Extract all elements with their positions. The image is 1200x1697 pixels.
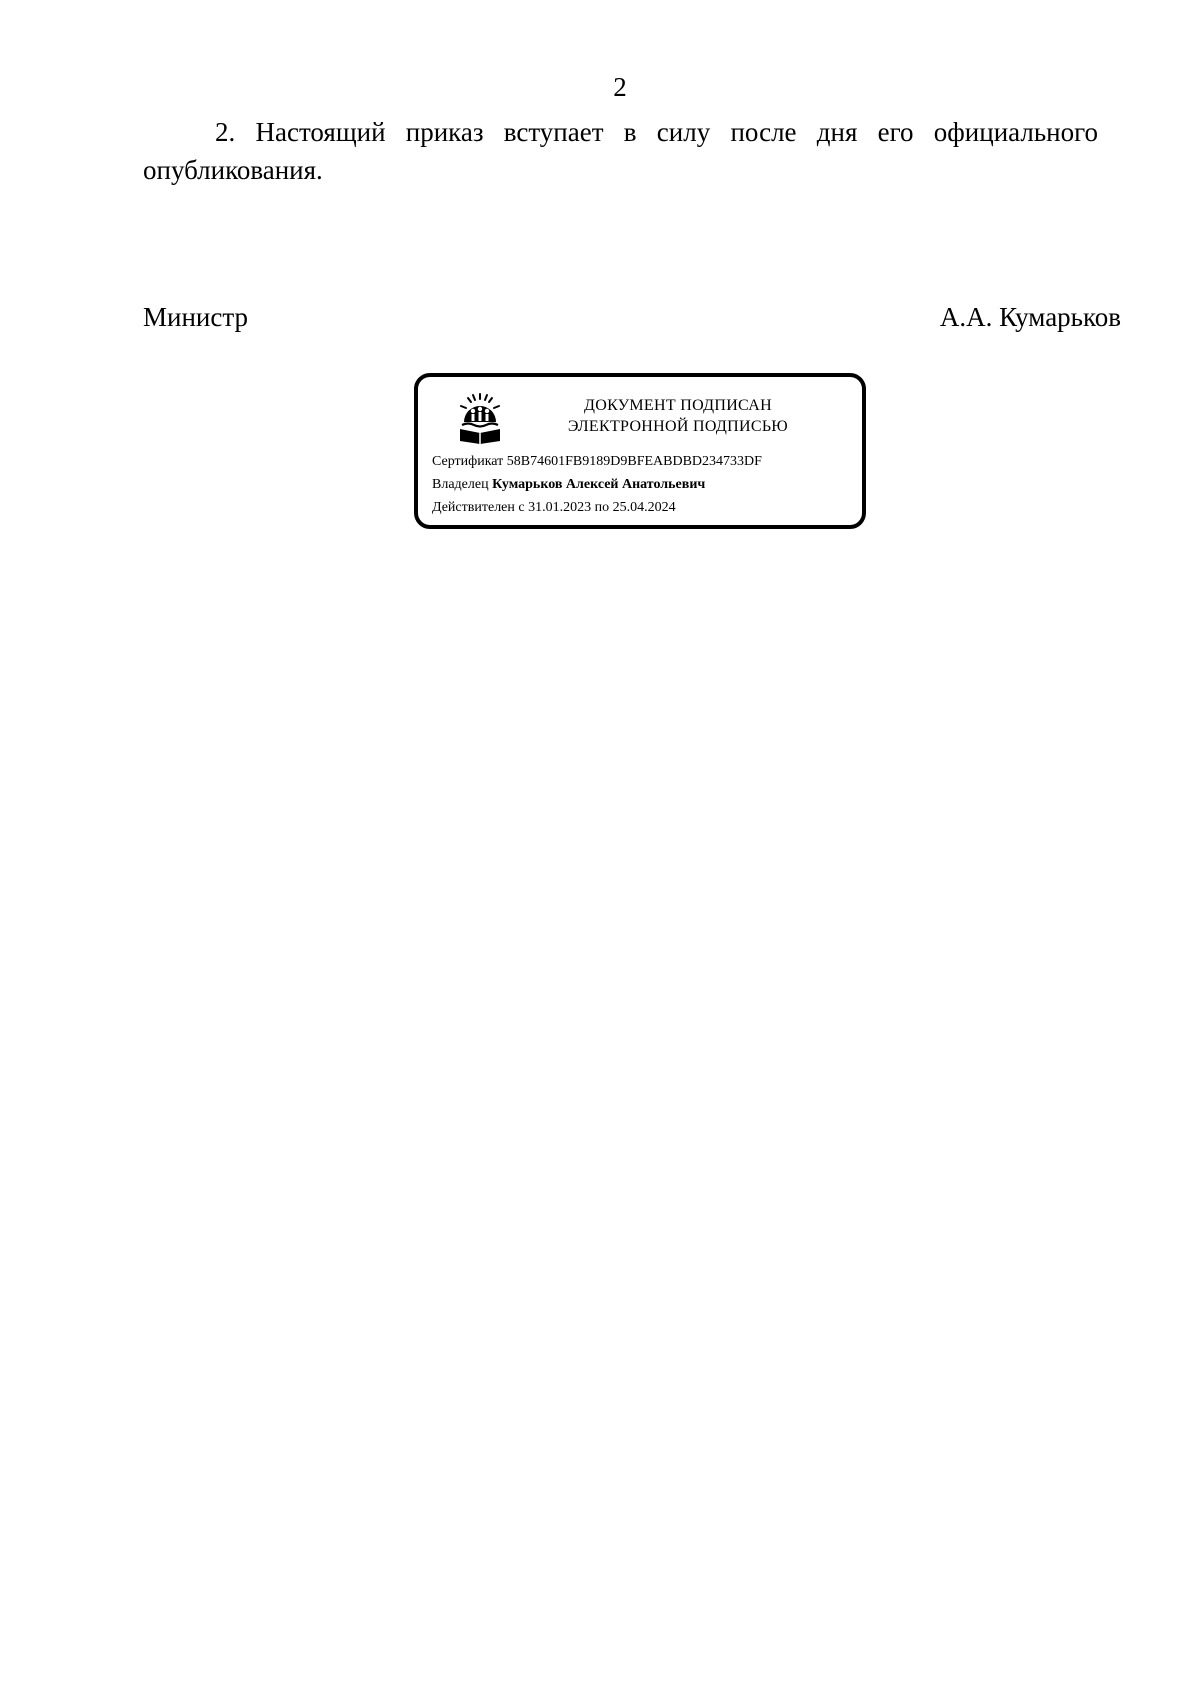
stamp-title-line-2: ЭЛЕКТРОННОЙ ПОДПИСЬЮ [567, 418, 789, 435]
valid-to-label: по [594, 500, 610, 515]
certificate-label: Сертификат [432, 454, 504, 469]
signature-row [143, 302, 1121, 333]
electronic-signature-stamp [414, 373, 866, 529]
certificate-value: 58B74601FB9189D9BFEABDBD234733DF [506, 454, 762, 469]
valid-to: 25.04.2024 [612, 500, 676, 515]
valid-from: 31.01.2023 [528, 500, 592, 515]
valid-label: Действителен с [432, 500, 525, 515]
stamp-owner [432, 477, 705, 493]
owner-label: Владелец [432, 477, 489, 492]
stamp-title [528, 395, 828, 437]
body-paragraph: 2. Настоящий приказ вступает в силу после дня его официального опубликования. [143, 117, 1098, 185]
regional-emblem-icon [456, 392, 504, 444]
page-number: 2 [613, 72, 627, 102]
stamp-validity [432, 500, 676, 516]
signatory-name: А.А. Кумарьков [939, 302, 1121, 332]
signatory-position: Министр [143, 302, 248, 332]
owner-value: Кумарьков Алексей Анатольевич [492, 477, 706, 492]
stamp-title-line-1: ДОКУМЕНТ ПОДПИСАН [584, 397, 772, 414]
stamp-certificate [432, 454, 762, 470]
